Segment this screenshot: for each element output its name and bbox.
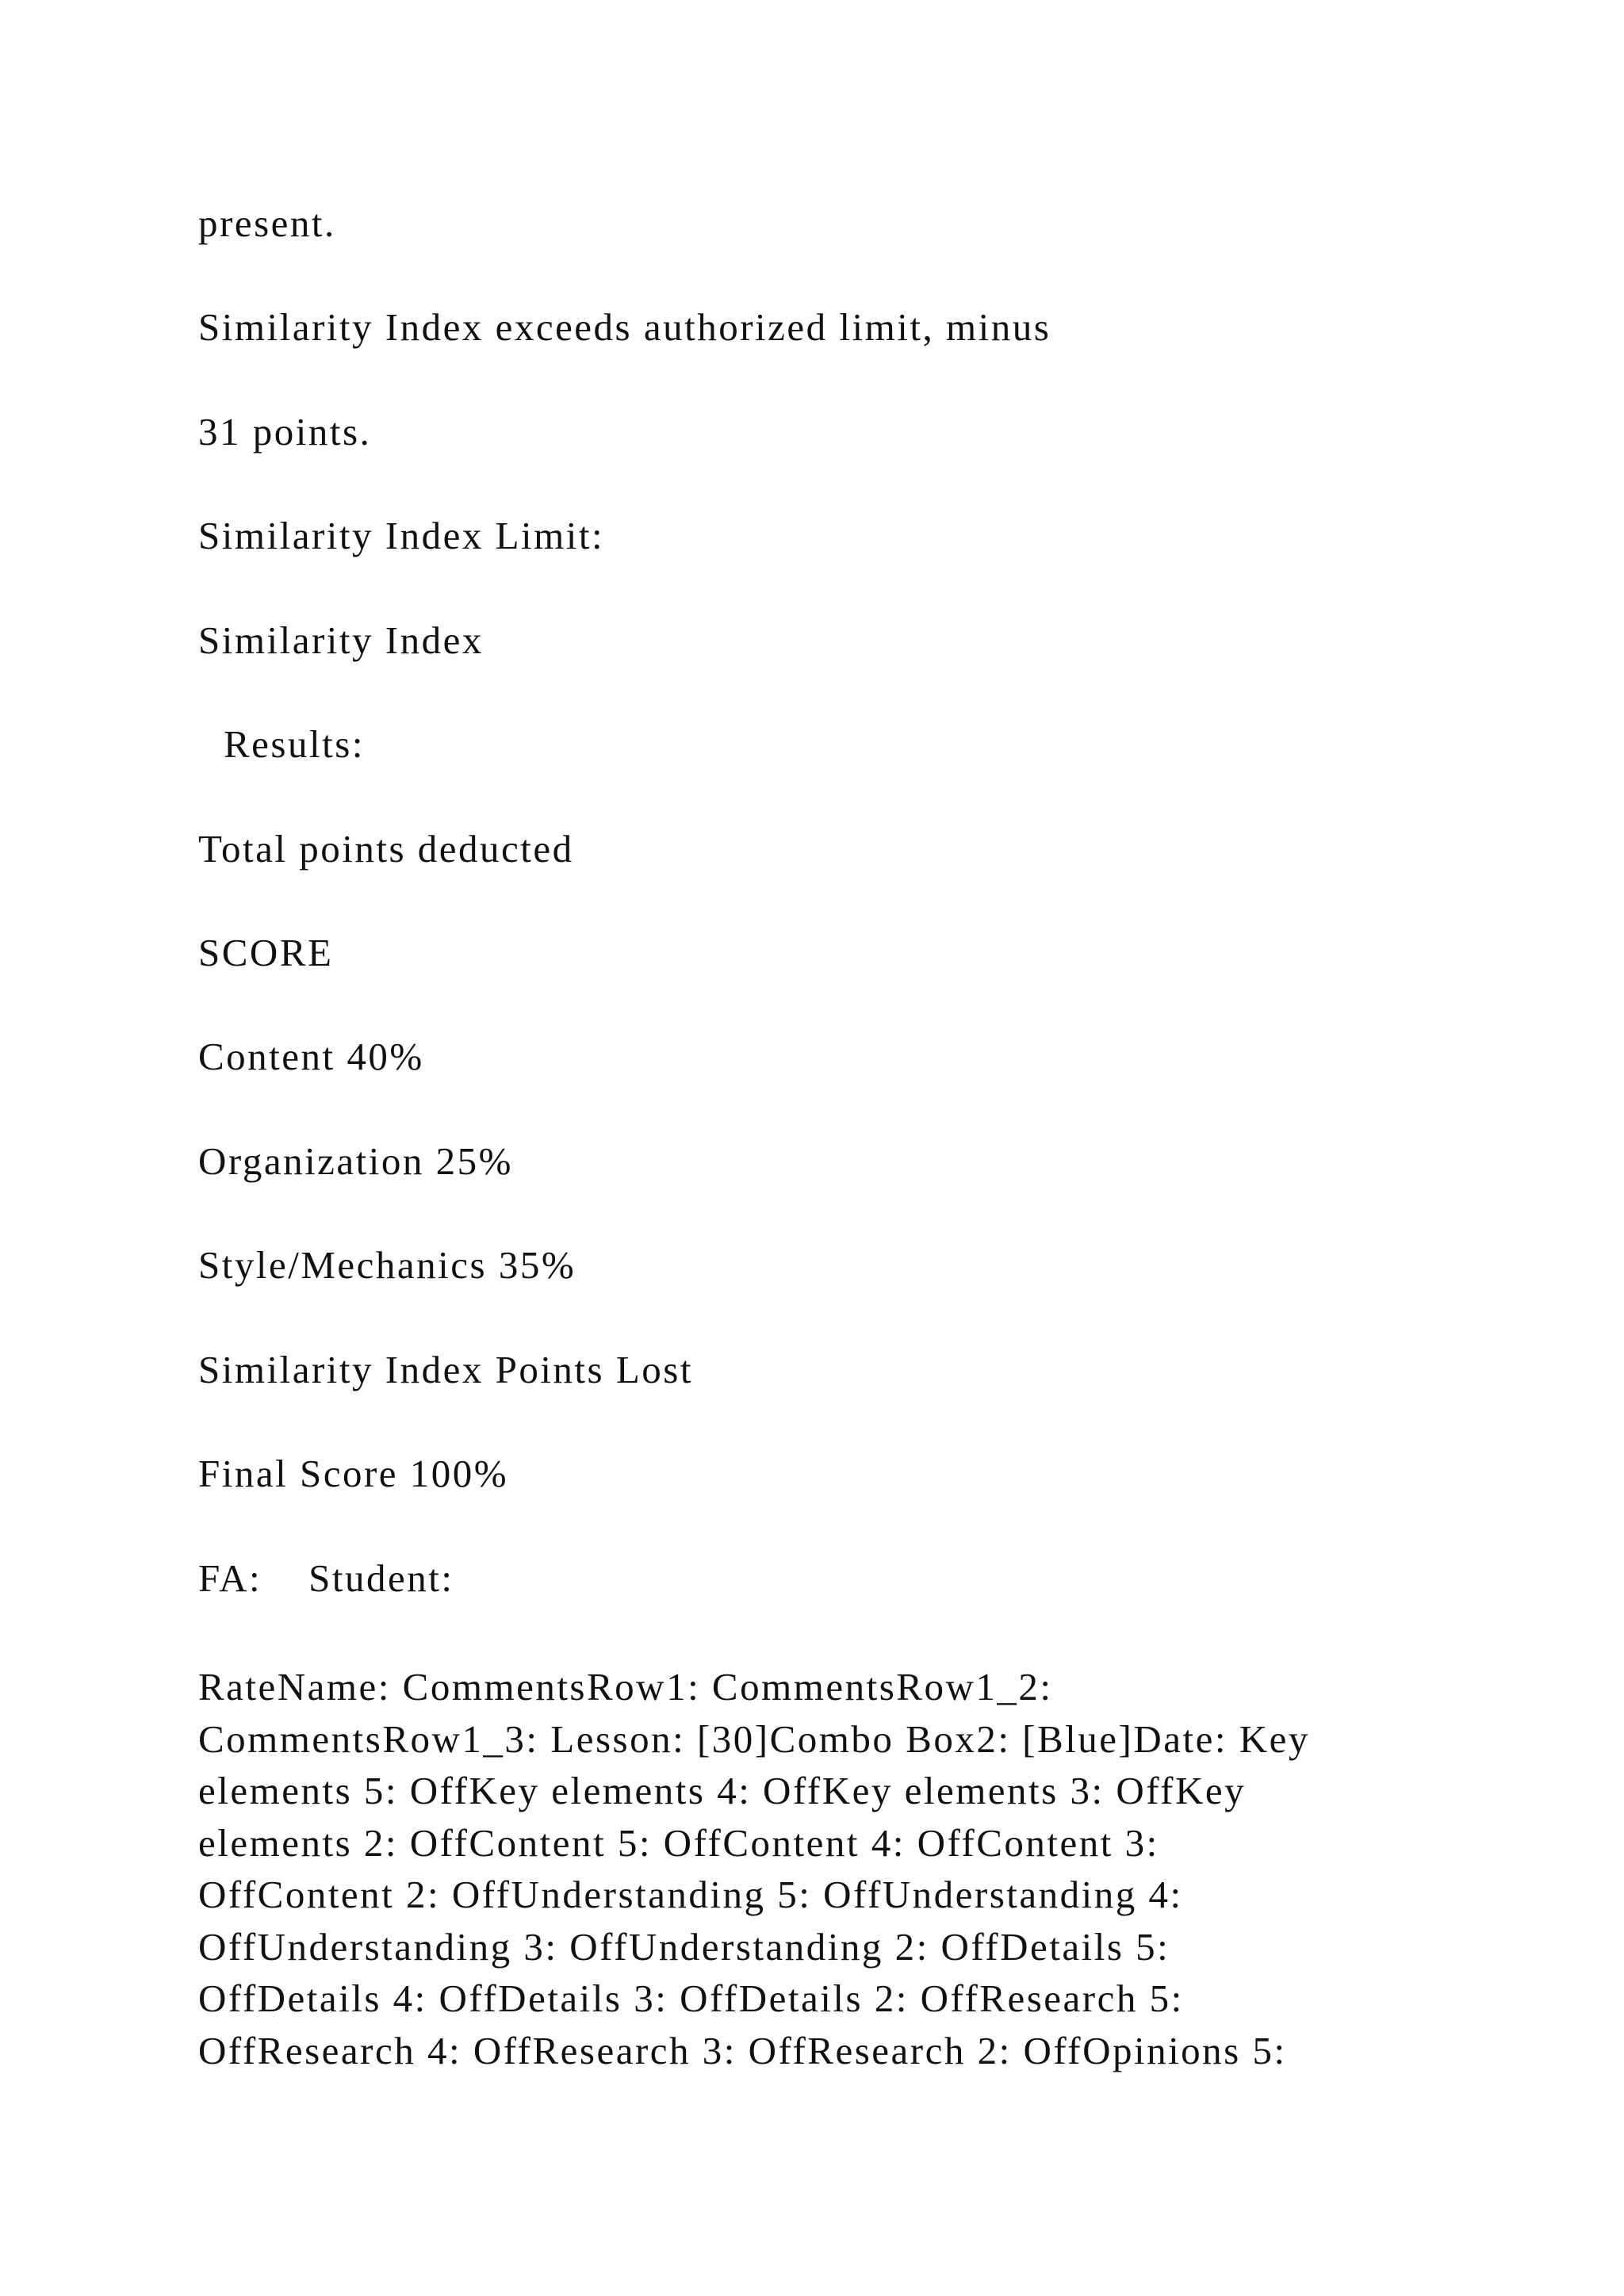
- paragraph-line: OffDetails 4: OffDetails 3: OffDetails 2: OffResearch 5:: [198, 1976, 1184, 2020]
- text-organization: Organization 25%: [198, 1139, 513, 1183]
- text-total-points: Total points deducted: [198, 827, 574, 871]
- paragraph-line: RateName: CommentsRow1: CommentsRow1_2:: [198, 1665, 1053, 1709]
- text-fa-student: FA: Student:: [198, 1556, 454, 1600]
- text-points-deducted: 31 points.: [198, 410, 372, 453]
- text-similarity-index: Similarity Index: [198, 618, 484, 662]
- paragraph-line: CommentsRow1_3: Lesson: [30]Combo Box2: [Blue]Date: Key: [198, 1716, 1310, 1761]
- text-final-score: Final Score 100%: [198, 1452, 509, 1495]
- text-similarity-exceeds: Similarity Index exceeds authorized limit, minus: [198, 305, 1051, 349]
- paragraph-line: elements 2: OffContent 5: OffContent 4: OffContent 3:: [198, 1820, 1159, 1865]
- text-similarity-points-lost: Similarity Index Points Lost: [198, 1348, 693, 1391]
- paragraph-line: OffResearch 4: OffResearch 3: OffResearch 2: OffOpinions 5:: [198, 2028, 1287, 2072]
- text-present: present.: [198, 201, 336, 245]
- paragraph-line: OffUnderstanding 3: OffUnderstanding 2: OffDetails 5:: [198, 1924, 1170, 1969]
- text-results: Results:: [224, 722, 365, 766]
- paragraph-line: OffContent 2: OffUnderstanding 5: OffUnderstanding 4:: [198, 1873, 1183, 1916]
- paragraph-line: elements 5: OffKey elements 4: OffKey elements 3: OffKey: [198, 1769, 1247, 1812]
- form-fields-paragraph: [198, 1661, 1435, 2076]
- text-content: Content 40%: [198, 1035, 424, 1078]
- text-style-mechanics: Style/Mechanics 35%: [198, 1243, 576, 1287]
- text-score: SCORE: [198, 931, 334, 974]
- text-similarity-limit: Similarity Index Limit:: [198, 514, 605, 557]
